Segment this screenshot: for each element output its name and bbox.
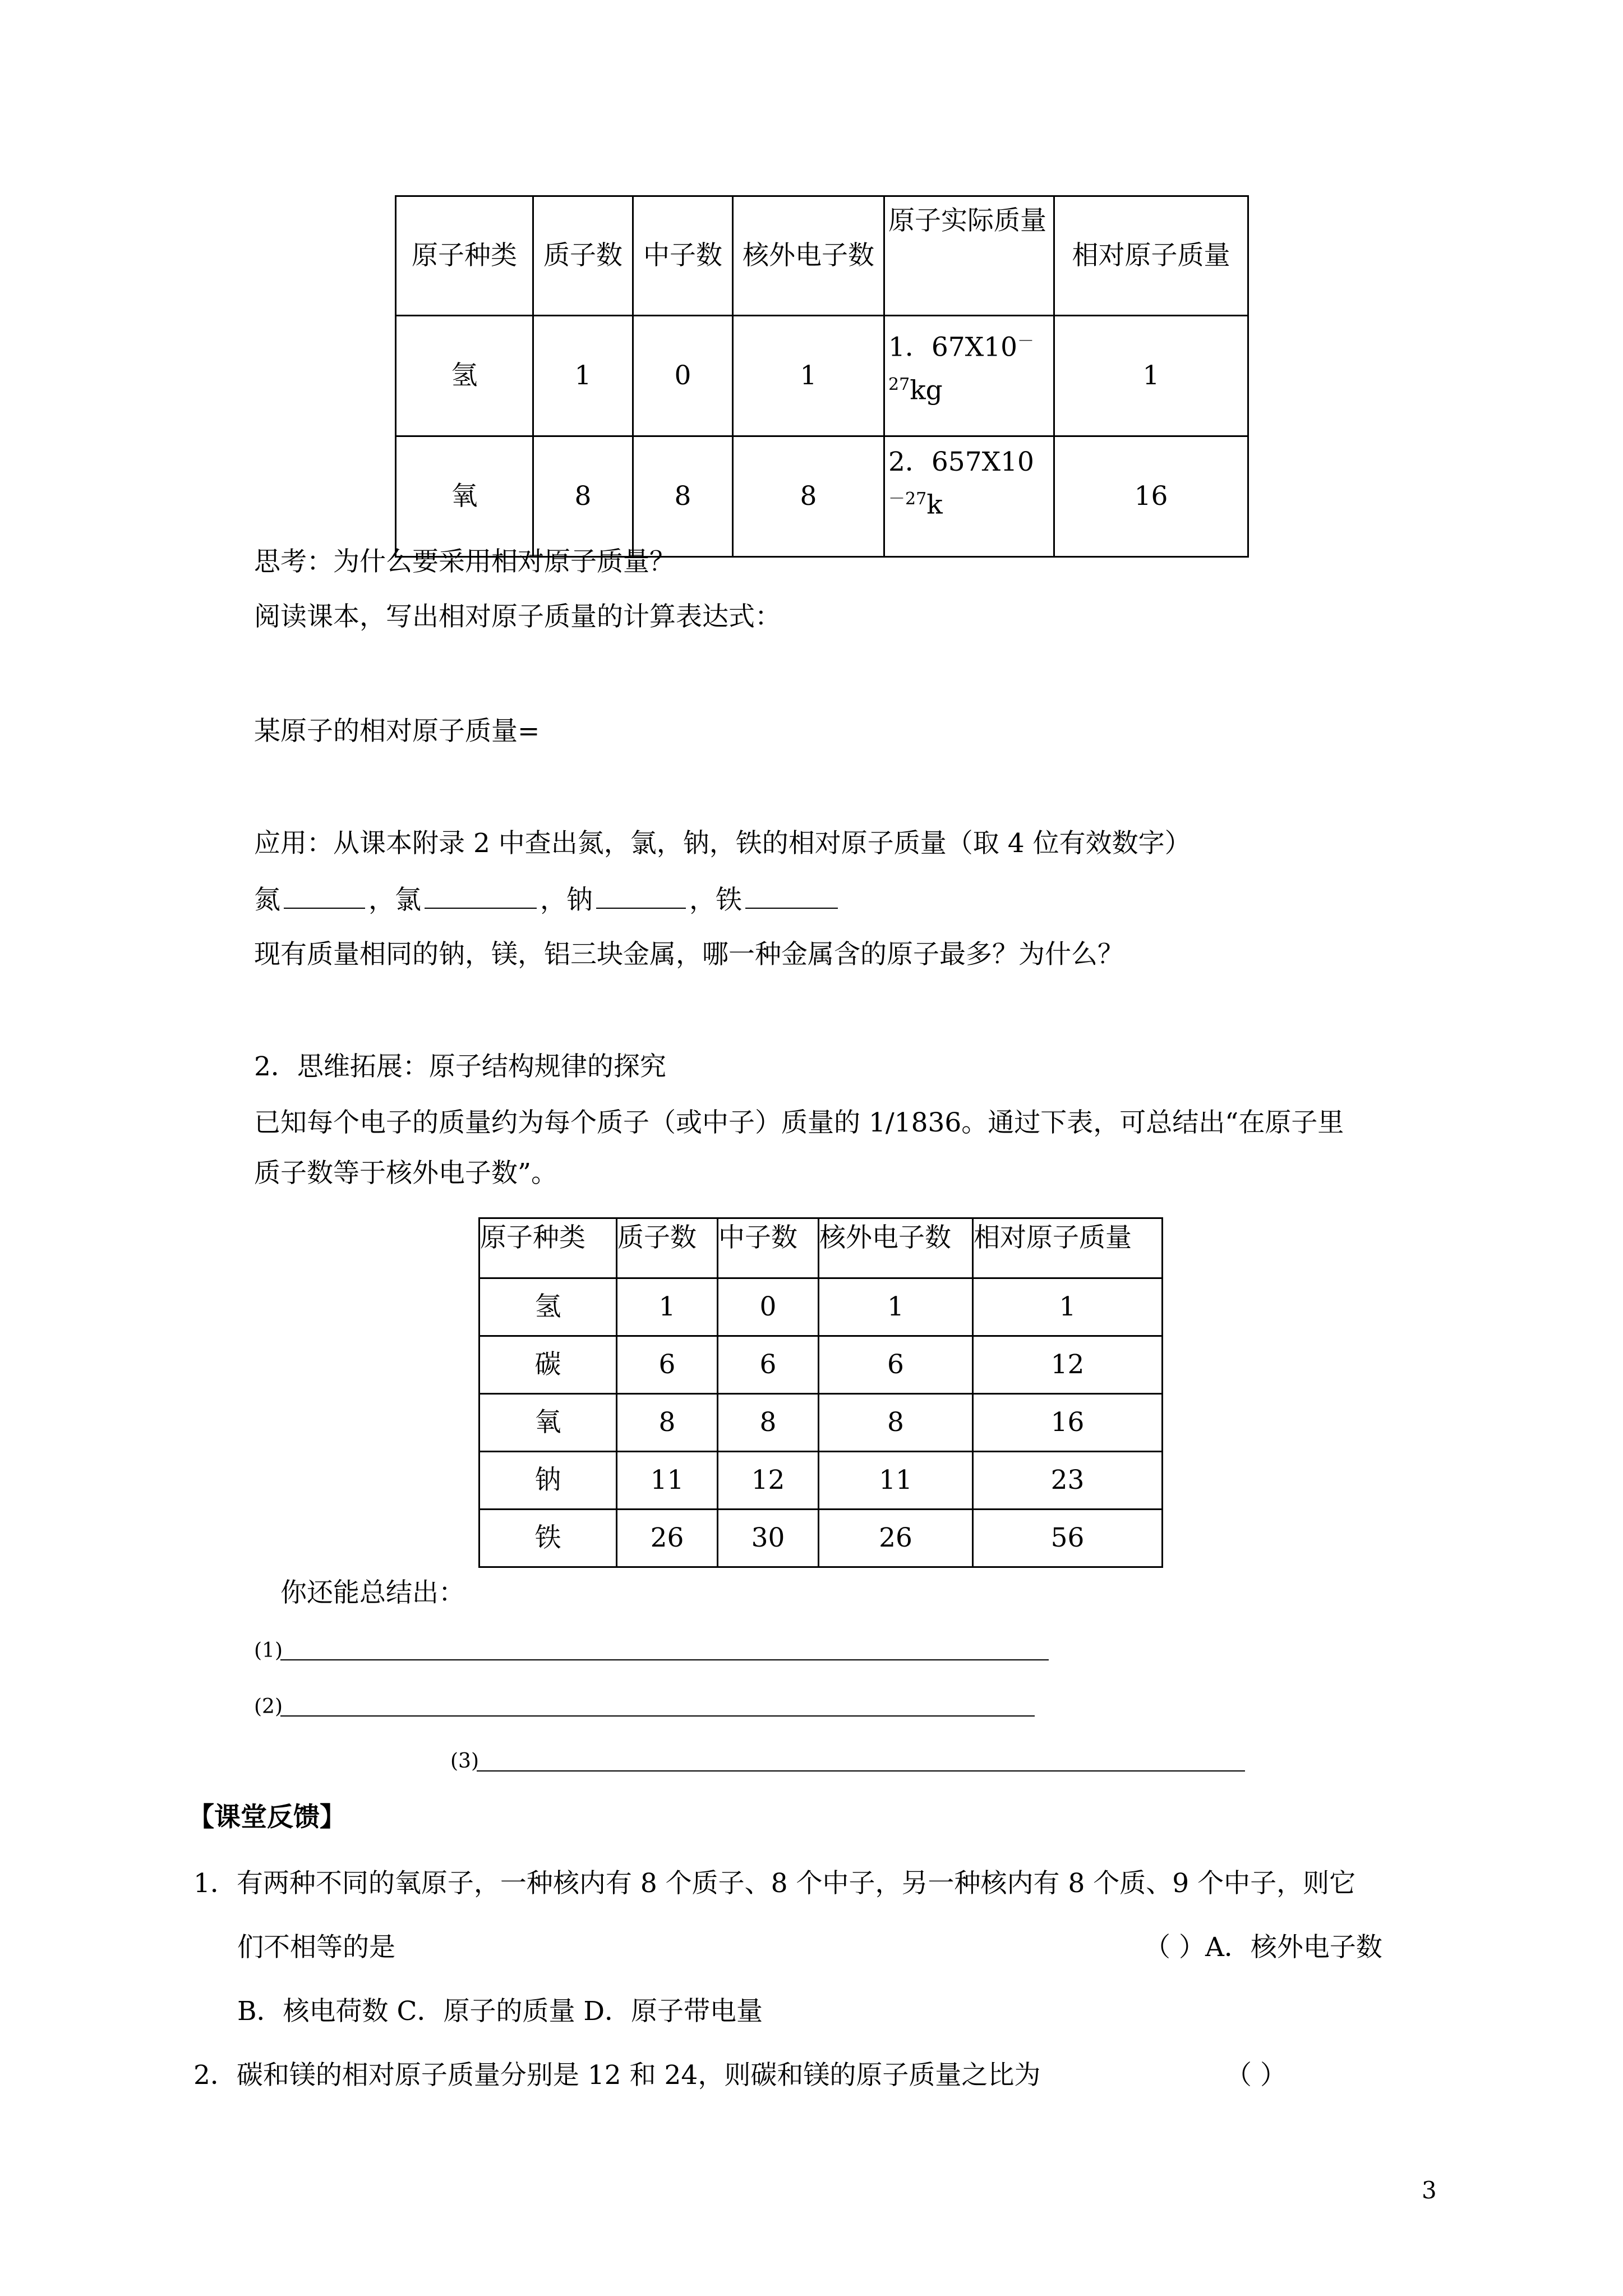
summary-item-2-label: (2) [254, 1695, 283, 1718]
summary-answer-line-3[interactable] [477, 1770, 1245, 1772]
mass-unit: kg [910, 375, 943, 406]
question-1-line-1: 1．有两种不同的氧原子，一种核内有 8 个质子、8 个中子，另一种核内有 8 个质、9 个中子，则它 [193, 1868, 1356, 1899]
table-cell: 30 [718, 1510, 819, 1567]
question-1-line-2: 们不相等的是 [237, 1932, 395, 1963]
table-cell: 8 [819, 1394, 973, 1452]
question-1-options: B．核电荷数 C．原子的质量 D．原子带电量 [237, 1996, 763, 2027]
table-cell: 8 [718, 1394, 819, 1452]
mass-unit: k [926, 489, 943, 521]
label-sodium: ，钠 [540, 885, 593, 915]
table-row [479, 1336, 1163, 1394]
summary-item-3-label: (3) [450, 1750, 479, 1773]
table-cell: 12 [718, 1452, 819, 1510]
table-cell: 钠 [479, 1452, 617, 1510]
table-cell: 0 [633, 316, 733, 436]
think-question: 思考：为什么要采用相对原子质量？ [254, 546, 676, 577]
summary-answer-line-1[interactable] [280, 1659, 1049, 1660]
table-cell: 12 [973, 1336, 1163, 1394]
known-paragraph-line-2: 质子数等于核外电子数”。 [254, 1158, 558, 1189]
mass-value: 1．67X10 [888, 332, 1017, 363]
question-2-answer-paren: （ ） [1225, 2060, 1287, 2091]
fill-in-line [254, 882, 841, 917]
known-paragraph-line-1: 已知每个电子的质量约为每个质子（或中子）质量的 1/1836。通过下表，可总结出“在原子里 [254, 1107, 1344, 1138]
table-cell: 23 [973, 1452, 1163, 1510]
table-row [479, 1452, 1163, 1510]
table-cell: 11 [819, 1452, 973, 1510]
table-row [479, 1510, 1163, 1567]
table-row [396, 436, 1248, 557]
read-instruction: 阅读课本，写出相对原子质量的计算表达式： [254, 601, 781, 632]
table-header-cell: 原子种类 [479, 1218, 617, 1278]
table-header-cell: 相对原子质量 [1054, 196, 1248, 316]
table-cell: 碳 [479, 1336, 617, 1394]
table-cell: 56 [973, 1510, 1163, 1567]
table-cell: 8 [733, 436, 884, 557]
table-cell: 11 [617, 1452, 718, 1510]
question-1-answer-paren: （ ）A．核外电子数 [1144, 1932, 1382, 1963]
metals-question: 现有质量相同的钠，镁，铝三块金属，哪一种金属含的原子最多？为什么？ [254, 939, 1124, 970]
table-cell: 氧 [479, 1394, 617, 1452]
table-header-row [396, 196, 1248, 316]
label-nitrogen: 氮 [254, 885, 280, 915]
table-cell: 8 [533, 436, 633, 557]
table-cell: 1 [1054, 316, 1248, 436]
answer-blank-iron[interactable] [745, 882, 838, 909]
table-row [479, 1394, 1163, 1452]
table-header-cell: 原子种类 [396, 196, 533, 316]
mass-exponent: －27 [888, 332, 1034, 394]
table-cell: 氢 [396, 316, 533, 436]
table-cell: 26 [819, 1510, 973, 1567]
summary-prompt: 你还能总结出： [280, 1577, 465, 1608]
table-header-cell: 质子数 [533, 196, 633, 316]
table-cell: 16 [1054, 436, 1248, 557]
table-cell: 1 [819, 1278, 973, 1336]
feedback-heading: 【课堂反馈】 [188, 1802, 346, 1833]
table-cell: 1 [973, 1278, 1163, 1336]
apply-line: 应用：从课本附录 2 中查出氮，氯，钠，铁的相对原子质量（取 4 位有效数字） [254, 828, 1191, 859]
table-cell: 8 [617, 1394, 718, 1452]
atom-mass-table [395, 195, 1249, 558]
table-cell: 26 [617, 1510, 718, 1567]
table-cell: 1 [733, 316, 884, 436]
section-2-heading: 2．思维拓展：原子结构规律的探究 [254, 1051, 666, 1082]
table-header-cell: 核外电子数 [733, 196, 884, 316]
table-cell: 氢 [479, 1278, 617, 1336]
table-header-row [479, 1218, 1163, 1278]
table-row [479, 1278, 1163, 1336]
table-header-cell: 中子数 [633, 196, 733, 316]
table-cell: 16 [973, 1394, 1163, 1452]
table-cell: 6 [617, 1336, 718, 1394]
table-header-cell: 核外电子数 [819, 1218, 973, 1278]
mass-value: 2．657X10 [888, 447, 1034, 477]
table-cell: 8 [633, 436, 733, 557]
label-chlorine: ，氯 [368, 885, 421, 915]
answer-blank-nitrogen[interactable] [284, 882, 365, 909]
table-cell: 1 [617, 1278, 718, 1336]
table-header-cell: 原子实际质量 [884, 196, 1054, 316]
question-2: 2．碳和镁的相对原子质量分别是 12 和 24，则碳和镁的原子质量之比为 [193, 2060, 1041, 2091]
summary-answer-line-2[interactable] [280, 1715, 1035, 1717]
formula-line: 某原子的相对原子质量= [254, 716, 540, 747]
table-cell: 1 [533, 316, 633, 436]
answer-blank-chlorine[interactable] [425, 882, 537, 909]
table-cell-mass [884, 436, 1054, 557]
page-number: 3 [1422, 2177, 1437, 2204]
summary-item-1-label: (1) [254, 1639, 283, 1662]
table-cell-mass [884, 316, 1054, 436]
table-cell: 氧 [396, 436, 533, 557]
table-header-cell: 相对原子质量 [973, 1218, 1163, 1278]
table-cell: 铁 [479, 1510, 617, 1567]
label-iron: ，铁 [689, 885, 742, 915]
mass-exponent: －27 [888, 489, 927, 509]
table-cell: 0 [718, 1278, 819, 1336]
atom-structure-table [478, 1217, 1163, 1568]
table-row [396, 316, 1248, 436]
answer-blank-sodium[interactable] [596, 882, 686, 909]
table-cell: 6 [819, 1336, 973, 1394]
table-cell: 6 [718, 1336, 819, 1394]
table-header-cell: 质子数 [617, 1218, 718, 1278]
table-header-cell: 中子数 [718, 1218, 819, 1278]
